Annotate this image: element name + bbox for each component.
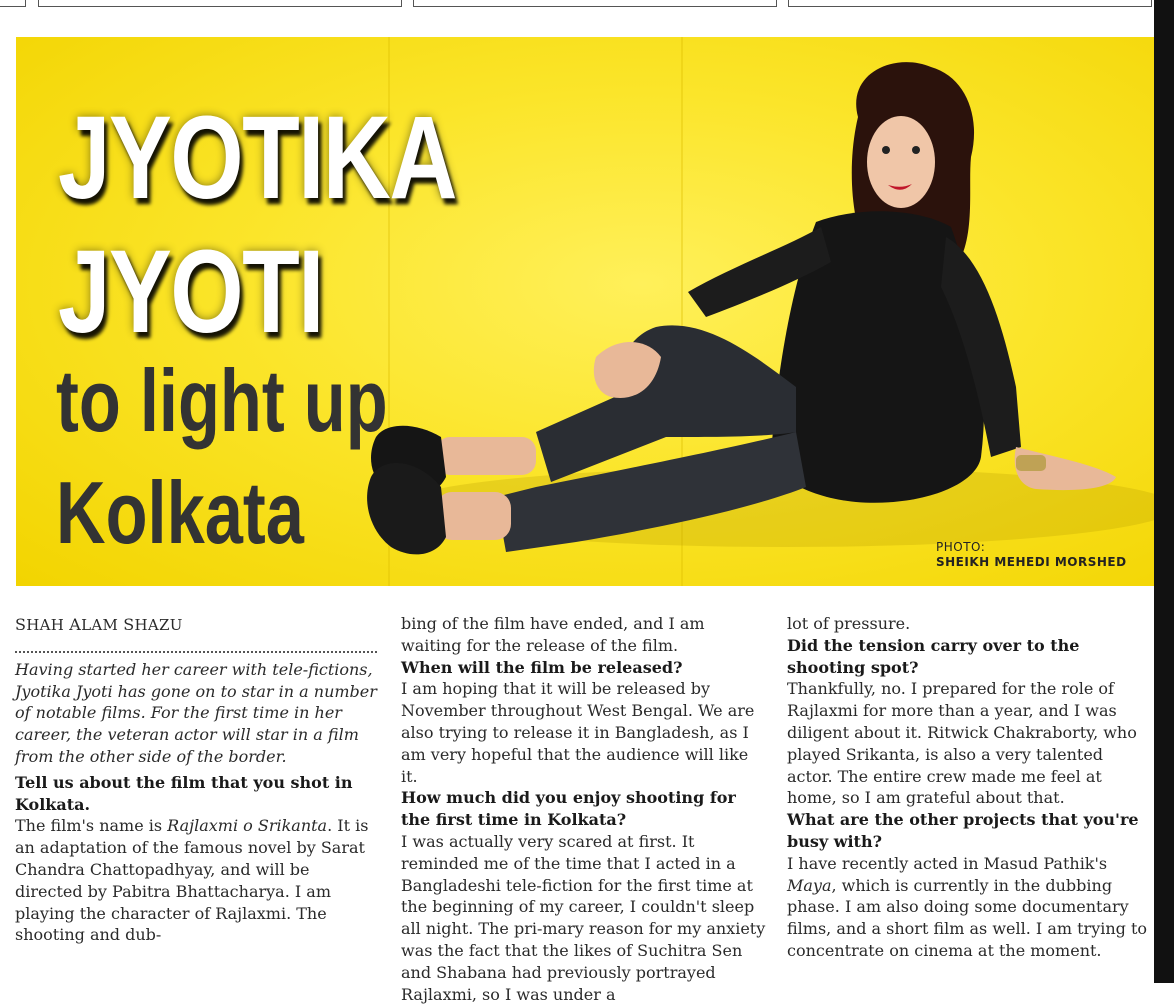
dotted-divider	[15, 651, 377, 653]
film-title: Maya	[787, 875, 832, 895]
question-1: Tell us about the film that you shot in Kolkata.	[15, 772, 353, 814]
ankle-lower	[436, 492, 511, 540]
article-column-3	[787, 613, 1149, 962]
article-intro: Having started her career with tele-fictions, Jyotika Jyoti has gone on to star in a number of notable films. For the first time in her career, the veteran actor will star in a film from the other side of the border.	[15, 659, 377, 766]
question-5: What are the other projects that you're busy with?	[787, 810, 1139, 851]
photo-credit	[936, 540, 1127, 570]
photo-credit-name: SHEIKH MEHEDI MORSHED	[936, 555, 1127, 569]
headline-last-name: JYOTI	[58, 226, 323, 358]
article-column-2	[401, 613, 769, 1005]
subheadline-line-2: Kolkata	[56, 463, 304, 562]
ankle-upper	[436, 437, 536, 475]
answer-3-continued: lot of pressure.	[787, 614, 911, 633]
top-box	[38, 0, 402, 7]
photo-credit-label: PHOTO:	[936, 540, 986, 554]
hero-photo	[16, 37, 1154, 586]
top-box	[788, 0, 1152, 7]
question-2: When will the film be released?	[401, 657, 683, 677]
bracelet	[1016, 455, 1046, 471]
page-edge	[1154, 0, 1174, 983]
answer-1: The film's name is Rajlaxmi o Srikanta. It is an adaptation of the famous novel by Sarat Chandra Chattopadhyay, and will be directed by Pabitra Bhattacharya. I am playing the character of Rajlaxmi. The shooting and dub-	[15, 816, 369, 945]
headline-first-name: JYOTIKA	[58, 92, 456, 224]
film-title: Rajlaxmi o Srikanta	[167, 816, 328, 836]
answer-4: Thankfully, no. I prepared for the role of Rajlaxmi for more than a year, and I was diligent about it. Ritwick Chakraborty, who played Srikanta, is also a very talented actor. The entire crew made me feel at home, so I am grateful about that.	[787, 679, 1137, 808]
article-column-1	[15, 613, 377, 946]
answer-3: I was actually very scared at first. It reminded me of the time that I acted in a Bangladeshi tele-fiction for the first time at the beginning of my career, I couldn't sleep all night. The pri-mary reason for my anxiety was the fact that the likes of Suchitra Sen and Shabana had previously portrayed Rajlaxmi, so I was under a	[401, 831, 766, 1004]
question-3: How much did you enjoy shooting for the first time in Kolkata?	[401, 788, 736, 830]
top-box	[413, 0, 777, 7]
face	[867, 116, 935, 208]
top-box	[0, 0, 26, 7]
answer-5: I have recently acted in Masud Pathik's Maya, which is currently in the dubbing phase. I am also doing some documentary films, and a short film as well. I am trying to concentrate on cinema at the moment.	[787, 853, 1148, 960]
subheadline-line-1: to light up	[56, 351, 388, 450]
answer-1-continued: bing of the film have ended, and I am waiting for the release of the film.	[401, 614, 705, 655]
question-4: Did the tension carry over to the shooting spot?	[787, 635, 1080, 677]
byline: SHAH ALAM SHAZU	[15, 615, 183, 634]
answer-2: I am hoping that it will be released by November throughout West Bengal. We are also trying to release it in Bangladesh, as I am very hopeful that the audience will like it.	[401, 679, 755, 786]
top-strip	[0, 0, 1174, 10]
